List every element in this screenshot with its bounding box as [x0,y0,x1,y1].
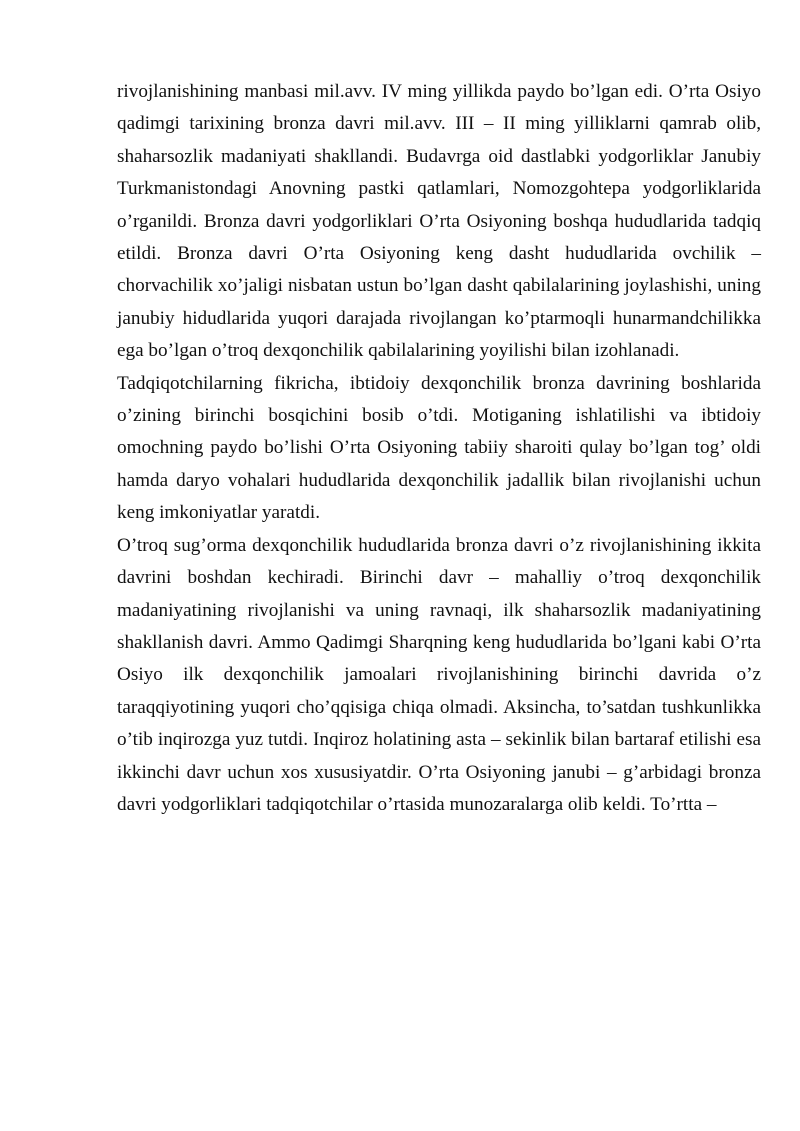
paragraph-2: Tadqiqotchilarning fikricha, ibtidoiy dexqonchilik bronza davrining boshlarida o’zining birinchi bosqichini bosib o’tdi. Motiganing ishlatilishi va ibtidoiy omochning paydo bo’lishi O’rta Osiyoning tabiiy sharoiti qulay bo’lgan tog’ oldi hamda daryo vohalari hududlarida dexqonchilik jadallik bilan rivojlanishi uchun keng imkoniyatlar yaratdi. [117,372,761,524]
document-page [117,76,761,821]
paragraph-3: O’troq sug’orma dexqonchilik hududlarida bronza davri o’z rivojlanishining ikkita davrini boshdan kechiradi. Birinchi davr – mahalliy o’troq dexqonchilik madaniyatining rivojlanishi va uning ravnaqi, ilk shaharsozlik madaniyatining shakllanish davri. Ammo Qadimgi Sharqning keng hududlarida bo’lgani kabi O’rta Osiyo ilk dexqonchilik jamoalari rivojlanishining birinchi davrida o’z taraqqiyotining yuqori cho’qqisiga chiqa olmadi. Aksincha, to’satdan tushkunlikka o’tib inqirozga yuz tutdi. Inqiroz holatining asta – sekinlik bilan bartaraf etilishi esa ikkinchi davr uchun xos xususiyatdir. O’rta Osiyoning janubi – g’arbidagi bronza davri yodgorliklari tadqiqotchilar o’rtasida munozaralarga olib keldi. To’rtta – [117,534,761,815]
paragraph-1: rivojlanishining manbasi mil.avv. IV ming yillikda paydo bo’lgan edi. O’rta Osiyo qadimgi tarixining bronza davri mil.avv. III – II ming yilliklarni qamrab olib, shaharsozlik madaniyati shakllandi. Budavrga oid dastlabki yodgorliklar Janubiy Turkmanistondagi Anovning pastki qatlamlari, Nomozgohtepa yodgorliklarida o’rganildi. Bronza davri yodgorliklari O’rta Osiyoning boshqa hududlarida tadqiq etildi. Bronza davri O’rta Osiyoning keng dasht hududlarida ovchilik – chorvachilik xo’jaligi nisbatan ustun bo’lgan dasht qabilalarining joylashishi, uning janubiy hidudlarida yuqori darajada rivojlangan ko’ptarmoqli hunarmandchilikka ega bo’lgan o’troq dexqonchilik qabilalarining yoyilishi bilan izohlanadi. [117,81,761,362]
